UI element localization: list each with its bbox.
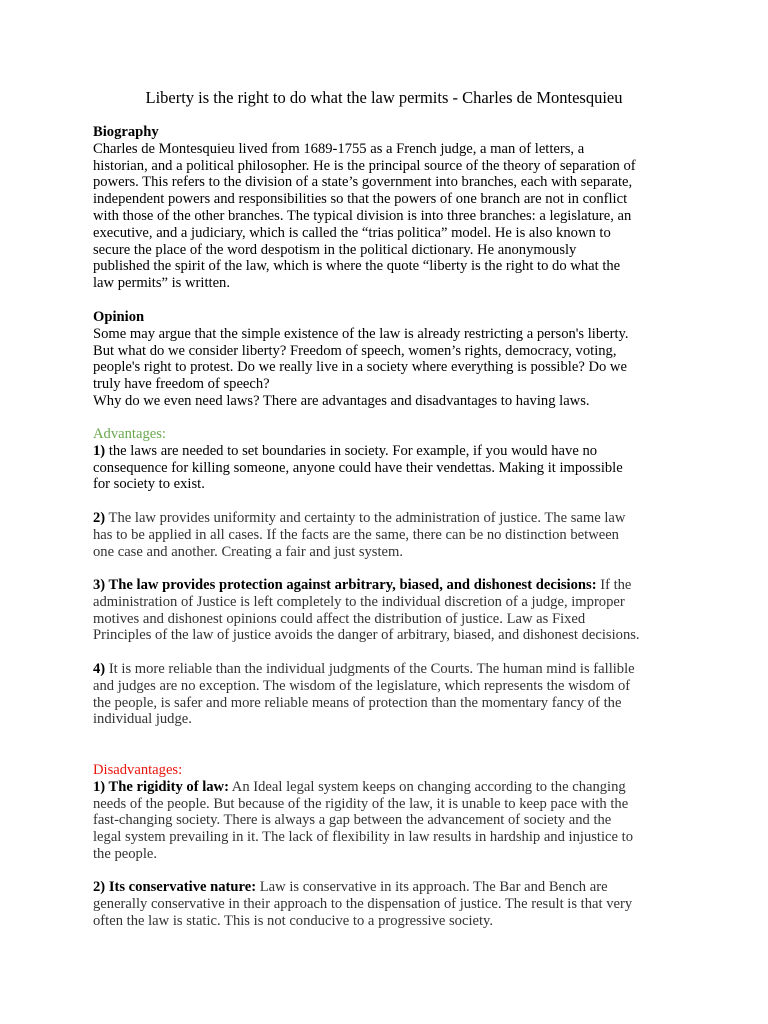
advantage-line: the people, is safer and more reliable means of protection than the momentary fancy of the — [93, 694, 622, 711]
advantage-item — [93, 661, 678, 678]
item-text: It is more reliable than the individual judgments of the Courts. The human mind is fallible — [105, 661, 635, 677]
item-text: Law is conservative in its approach. The Bar and Bench are — [256, 879, 608, 895]
biography-line: with those of the other branches. The typical division is into three branches: a legislature, an — [93, 207, 632, 224]
advantage-line: one case and another. Creating a fair and just system. — [93, 543, 404, 560]
opinion-line: Why do we even need laws? There are advantages and disadvantages to having laws. — [93, 392, 590, 409]
advantage-4 — [93, 661, 678, 728]
item-lead: The law provides protection against arbitrary, biased, and dishonest decisions: — [105, 577, 597, 593]
opinion-heading: Opinion — [93, 309, 145, 325]
advantage-line: Principles of the law of justice avoids the danger of arbitrary, biased, and dishonest decisions. — [93, 627, 640, 644]
advantages-heading: Advantages: — [93, 426, 166, 442]
opinion-section — [93, 309, 678, 410]
item-lead: Its conservative nature: — [105, 879, 257, 895]
disadvantage-line: generally conservative in their approach to the dispensation of justice. The result is that very — [93, 895, 633, 912]
disadvantages-heading: Disadvantages: — [93, 762, 183, 778]
disadvantages-section — [93, 762, 678, 863]
item-text: If the — [596, 577, 632, 593]
biography-section — [93, 124, 678, 292]
biography-line: historian, and a political philosopher. He is the principal source of the theory of separation of — [93, 157, 636, 174]
document-title: Liberty is the right to do what the law permits - Charles de Montesquieu — [145, 88, 623, 107]
disadvantage-item — [93, 879, 678, 896]
disadvantage-line: often the law is static. This is not conducive to a progressive society. — [93, 912, 494, 929]
item-number: 2) — [93, 510, 106, 526]
advantage-item — [93, 577, 678, 594]
biography-line: law permits” is written. — [93, 275, 230, 292]
advantage-line: has to be applied in all cases. If the facts are the same, there can be no distinction between — [93, 526, 619, 543]
disadvantage-line: fast-changing society. There is always a gap between the advancement of society and the — [93, 812, 612, 829]
item-lead: The rigidity of law: — [105, 778, 229, 795]
biography-heading: Biography — [93, 124, 159, 140]
item-number: 2) — [93, 879, 106, 895]
disadvantage-line: needs of the people. But because of the rigidity of the law, it is unable to keep pace with the — [93, 795, 629, 812]
advantage-line: motives and dishonest opinions could affect the distribution of justice. Law as Fixed — [93, 610, 586, 627]
item-number: 1) — [93, 442, 106, 459]
item-text: The law provides uniformity and certainty to the administration of justice. The same law — [105, 510, 626, 526]
item-text: the laws are needed to set boundaries in society. For example, if you would have no — [105, 442, 598, 459]
advantage-2 — [93, 510, 678, 560]
item-number: 4) — [93, 661, 106, 677]
advantage-item — [93, 510, 678, 527]
biography-line: published the spirit of the law, which is where the quote “liberty is the right to do what the — [93, 258, 621, 275]
advantage-line: for society to exist. — [93, 476, 205, 493]
item-text: An Ideal legal system keeps on changing according to the changing — [228, 778, 626, 795]
advantage-line: consequence for killing someone, anyone could have their vendettas. Making it impossible — [93, 459, 623, 476]
disadvantage-item — [93, 779, 678, 796]
item-number: 1) — [93, 778, 106, 795]
advantage-line: administration of Justice is left completely to the individual discretion of a judge, improper — [93, 593, 625, 610]
advantage-item — [93, 443, 678, 460]
advantage-line: individual judge. — [93, 711, 192, 728]
disadvantage-2 — [93, 879, 678, 929]
opinion-line: Some may argue that the simple existence of the law is already restricting a person's liberty. — [93, 325, 629, 342]
disadvantage-line: legal system prevailing in it. The lack of flexibility in law results in hardship and injustice to — [93, 829, 633, 846]
item-number: 3) — [93, 577, 106, 593]
opinion-line: But what do we consider liberty? Freedom of speech, women’s rights, democracy, voting, — [93, 342, 617, 359]
biography-line: executive, and a judiciary, which is called the “trias politica” model. He is also known to — [93, 224, 611, 241]
advantages-section — [93, 426, 678, 493]
opinion-line: truly have freedom of speech? — [93, 376, 270, 393]
disadvantage-line: the people. — [93, 845, 158, 862]
biography-line: secure the place of the word despotism in the political dictionary. He anonymously — [93, 241, 577, 258]
biography-line: powers. This refers to the division of a state’s government into branches, each with separate, — [93, 174, 633, 191]
biography-line: Charles de Montesquieu lived from 1689-1755 as a French judge, a man of letters, a — [93, 140, 585, 157]
advantage-3 — [93, 577, 678, 644]
biography-line: independent powers and responsibilities so that the powers of one branch are not in conflict — [93, 191, 628, 208]
opinion-line: people's right to protest. Do we really live in a society where everything is possible? Do we — [93, 359, 627, 376]
advantage-line: and judges are no exception. The wisdom of the legislature, which represents the wisdom of — [93, 677, 631, 694]
